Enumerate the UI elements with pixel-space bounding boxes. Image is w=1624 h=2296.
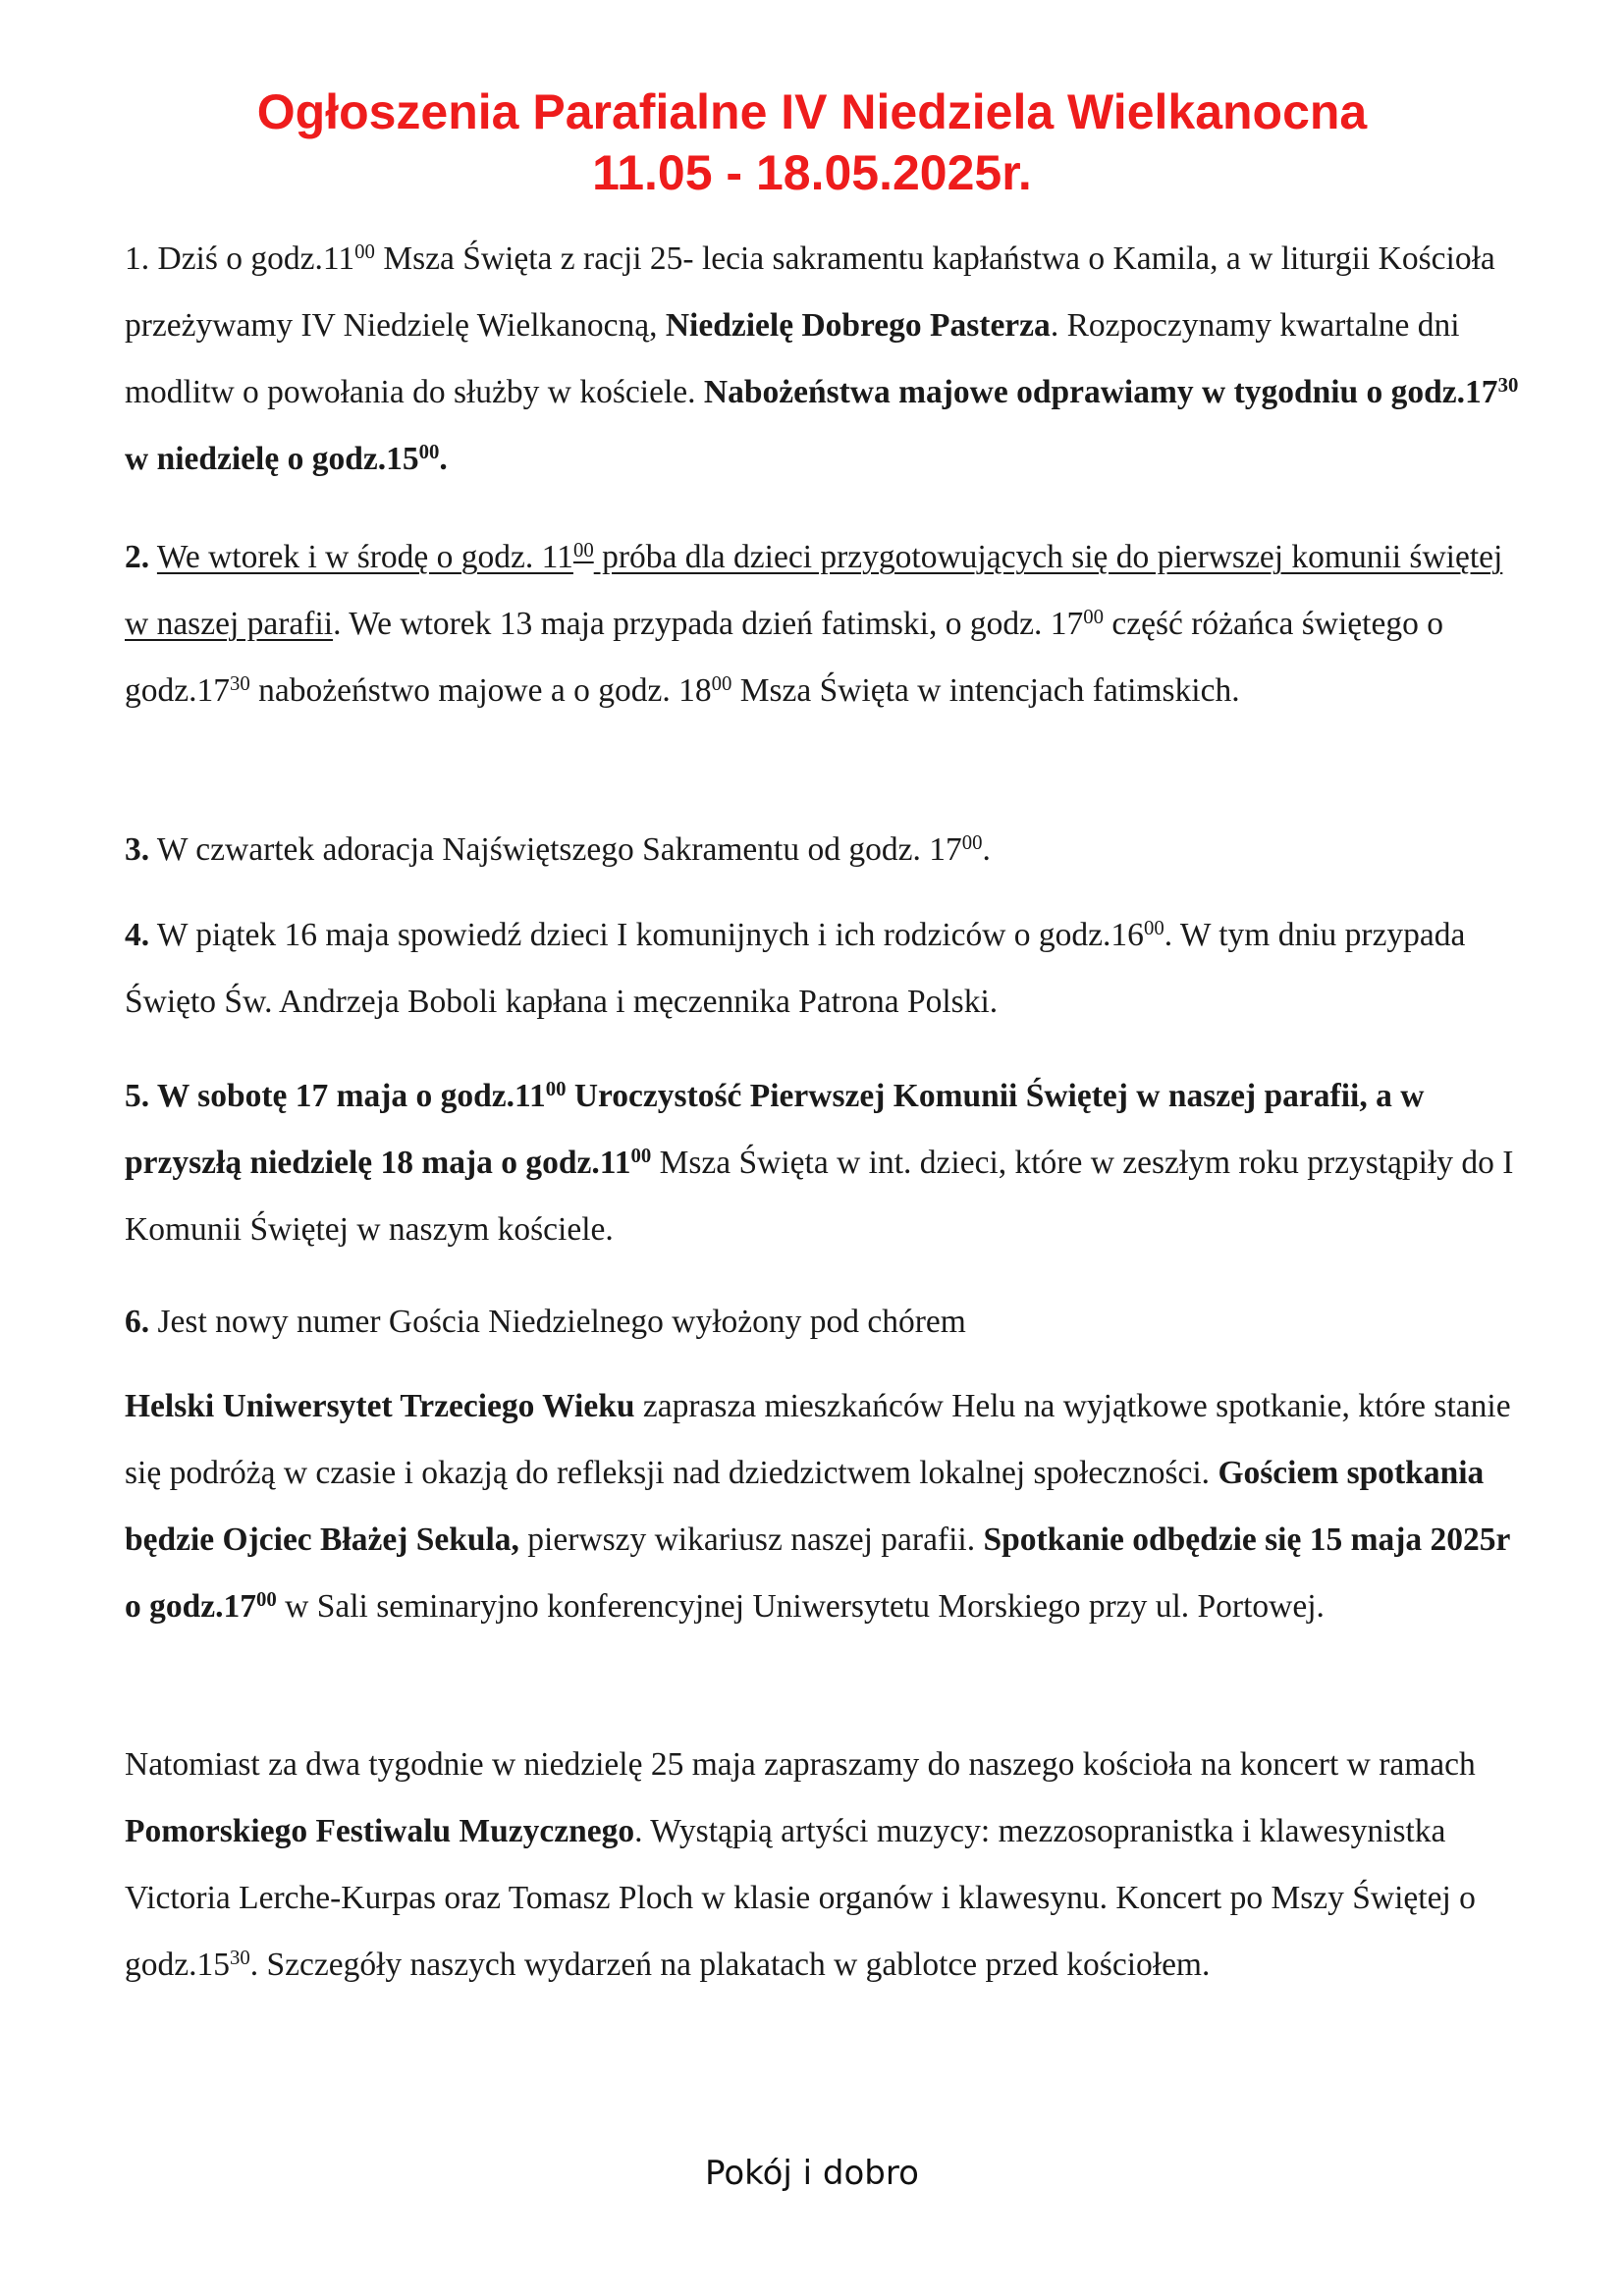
- item-number: 4.: [125, 917, 150, 953]
- announcement-2: [125, 524, 1519, 724]
- time-superscript: 00: [1083, 605, 1104, 628]
- text: Msza Święta w int. dzieci, które w zeszłym roku przystąpiły do I Komunii Świętej w naszym kościele.: [125, 1145, 1514, 1248]
- text: część różańca świętego o godz.17: [125, 606, 1443, 709]
- text: . We wtorek 13 maja przypada dzień fatimski, o godz. 17: [333, 606, 1084, 642]
- text: nabożeństwo majowe a o godz. 18: [249, 672, 712, 709]
- announcement-4: [125, 902, 1519, 1036]
- text: Msza Święta z racji 25- lecia sakramentu kapłaństwa o Kamila, a w liturgii Kościoła przeżywamy IV Niedzielę Wielkanocną,: [125, 240, 1495, 344]
- underlined-text: We wtorek i w środę o godz. 11: [156, 539, 573, 575]
- text: . Szczegóły naszych wydarzeń na plakatach w gablotce przed kościołem.: [249, 1947, 1211, 1983]
- bold-text: Niedzielę Dobrego Pasterza: [665, 307, 1051, 344]
- announcement-6: [125, 1289, 1519, 1356]
- text: W czwartek adoracja Najświętszego Sakramentu od godz. 17: [149, 831, 962, 868]
- text: pierwszy wikariusz naszej parafii.: [518, 1522, 984, 1558]
- announcement-3: [125, 817, 1519, 883]
- time-superscript: 00: [418, 440, 440, 463]
- time-superscript: 00: [545, 1077, 567, 1100]
- bold-text: Uroczystość Pierwszej Komunii Świętej w naszej parafii, a w przyszłą niedzielę 18 maja o godz.11: [125, 1078, 1425, 1181]
- bold-text: 5. W sobotę 17 maja o godz.11: [125, 1078, 546, 1114]
- text: [149, 539, 157, 575]
- item-number: 6.: [125, 1304, 150, 1340]
- text: . Wystąpią artyści muzycy: mezzosopranistka i klawesynistka Victoria Lerche-Kurpas oraz Tomasz Ploch w klasie organów i klawesynu. Koncert po Mszy Świętej o godz.15: [125, 1813, 1476, 1983]
- text: Msza Święta w intencjach fatimskich.: [731, 672, 1240, 709]
- time-superscript: 00: [961, 830, 983, 854]
- text: Jest nowy numer Gościa Niedzielnego wyłożony pod chórem: [149, 1304, 966, 1340]
- page-subtitle-dates: 11.05 - 18.05.2025r.: [592, 145, 1032, 200]
- text: zaprasza mieszkańców Helu na wyjątkowe spotkanie, które stanie się podróżą w czasie i okazją do refleksji nad dziedzictwem lokalnej społeczności.: [125, 1388, 1511, 1491]
- announcement-5: [125, 1063, 1519, 1263]
- text: .: [982, 831, 991, 868]
- text: 1. Dziś o godz.11: [125, 240, 355, 277]
- item-number: 2.: [125, 539, 150, 575]
- text: W piątek 16 maja spowiedź dzieci I komunijnych i ich rodziców o godz.16: [149, 917, 1144, 953]
- bold-text: Nabożeństwa majowe odprawiamy w tygodniu o godz.17: [703, 374, 1498, 410]
- time-superscript: 00: [711, 671, 732, 695]
- page-title: Ogłoszenia Parafialne IV Niedziela Wielkanocna: [256, 84, 1368, 139]
- time-superscript: 00: [1143, 916, 1164, 939]
- time-superscript: 30: [230, 1946, 250, 1969]
- time-superscript: 00: [630, 1144, 652, 1167]
- underlined-text: próba dla dzieci przygotowujących się do pierwszej komunii świętej w naszej parafii: [125, 539, 1503, 642]
- text: . Rozpoczynamy kwartalne dni modlitw o powołania do służby w kościele.: [125, 307, 1460, 410]
- text: Natomiast za dwa tygodnie w niedzielę 25 maja zapraszamy do naszego kościoła na koncert w ramach: [125, 1746, 1476, 1783]
- announcement-concert: [125, 1732, 1519, 1999]
- bold-text: .: [439, 441, 448, 477]
- item-number: 3.: [125, 831, 150, 868]
- announcement-1: [125, 226, 1519, 493]
- time-superscript: 00: [572, 538, 594, 561]
- bold-text: Helski Uniwersytet Trzeciego Wieku: [125, 1388, 635, 1424]
- time-superscript: 00: [256, 1587, 277, 1611]
- time-superscript: 00: [354, 240, 375, 263]
- announcement-university-meeting: [125, 1373, 1519, 1640]
- closing-greeting: Pokój i dobro: [705, 2154, 919, 2193]
- time-superscript: 30: [230, 671, 250, 695]
- bold-text: w niedzielę o godz.15: [125, 441, 419, 477]
- text: w Sali seminaryjno konferencyjnej Uniwersytetu Morskiego przy ul. Portowej.: [276, 1588, 1325, 1625]
- bold-text: Gościem spotkania będzie Ojciec Błażej Sekula,: [125, 1455, 1485, 1558]
- bold-text: Spotkanie odbędzie się 15 maja 2025r o godz.17: [125, 1522, 1510, 1625]
- time-superscript: 30: [1497, 373, 1519, 397]
- bold-text: Pomorskiego Festiwalu Muzycznego: [125, 1813, 635, 1849]
- text: . W tym dniu przypada Święto Św. Andrzeja Boboli kapłana i męczennika Patrona Polski.: [125, 917, 1466, 1020]
